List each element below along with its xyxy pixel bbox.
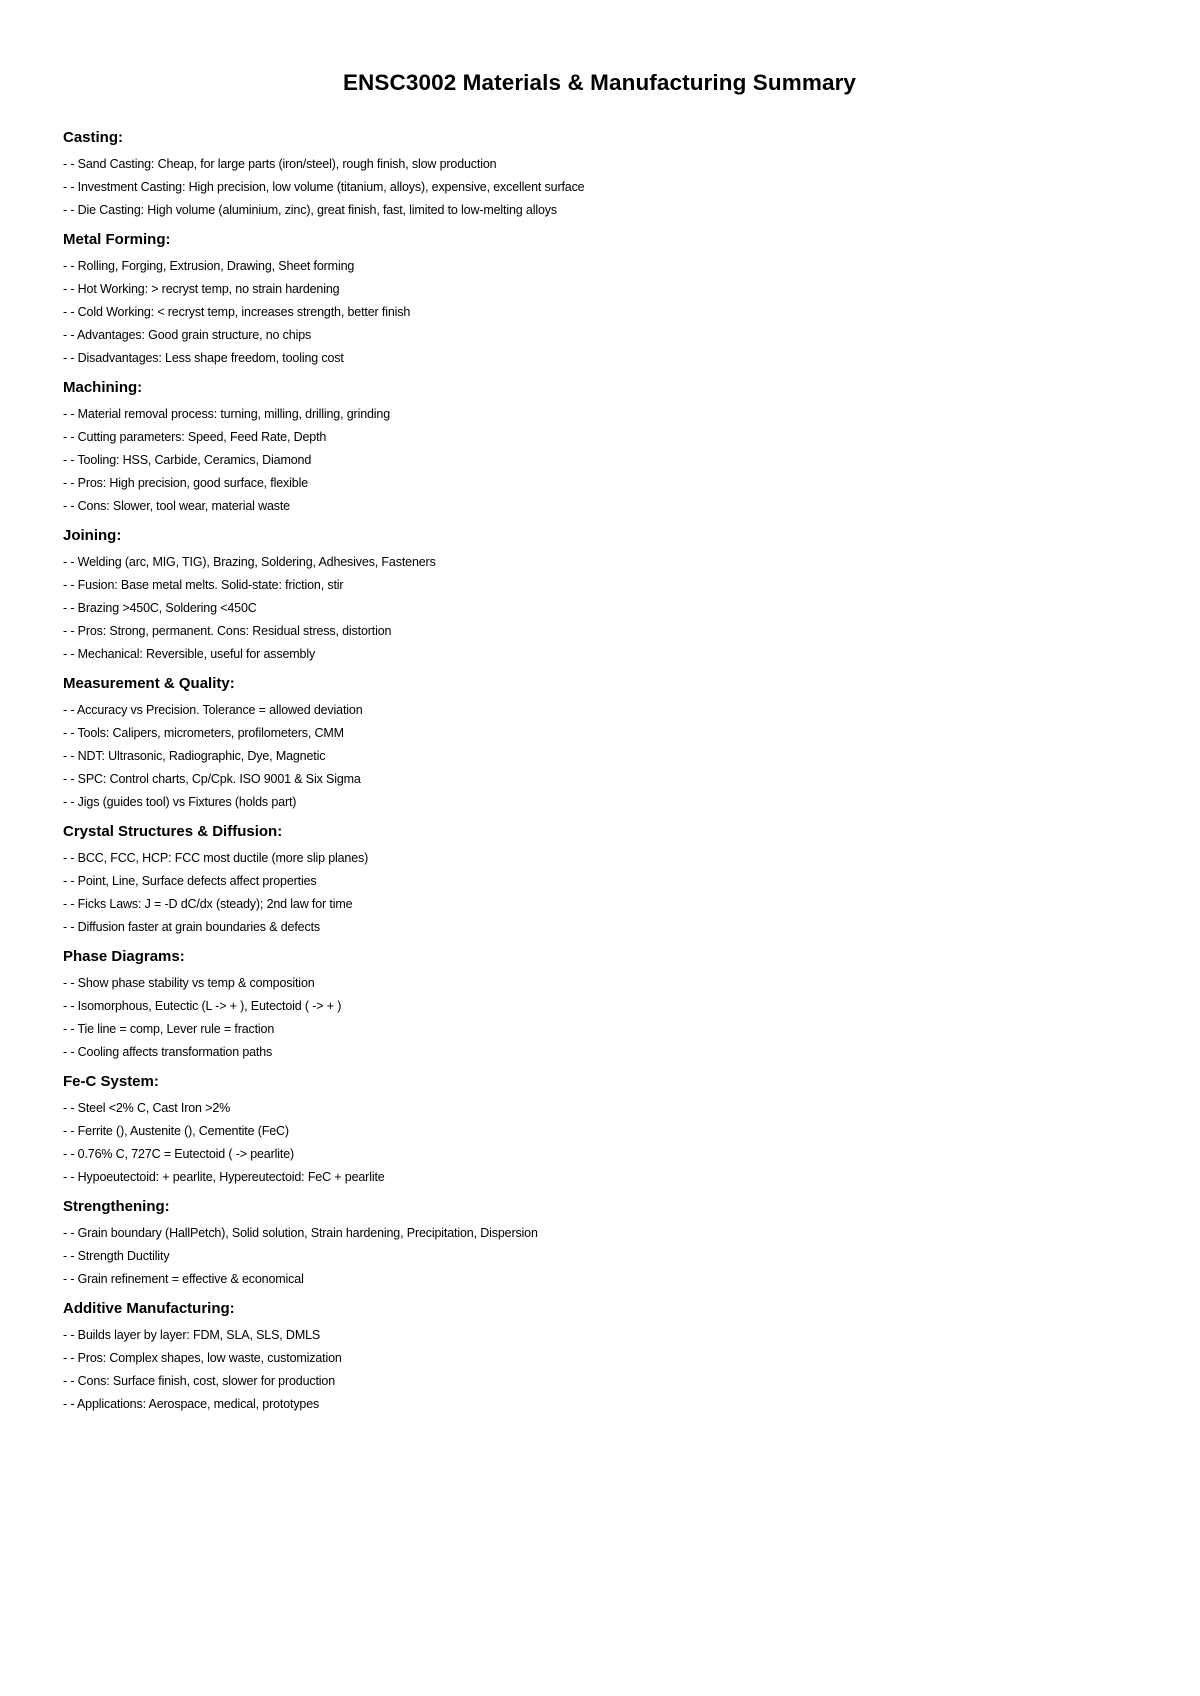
list-item: - - Pros: Complex shapes, low waste, customization <box>63 1351 342 1365</box>
section <box>63 674 1136 814</box>
section-heading: Crystal Structures & Diffusion: <box>63 823 283 840</box>
list-item: - - Strength Ductility <box>63 1249 170 1263</box>
section <box>63 1072 1136 1189</box>
list-item: - - Ferrite (), Austenite (), Cementite (FeC) <box>63 1124 289 1138</box>
list-item: - - Jigs (guides tool) vs Fixtures (holds part) <box>63 795 297 809</box>
list-item: - - Welding (arc, MIG, TIG), Brazing, Soldering, Adhesives, Fasteners <box>63 555 436 569</box>
list-item: - - Advantages: Good grain structure, no chips <box>63 328 312 342</box>
list-item: - - Builds layer by layer: FDM, SLA, SLS, DMLS <box>63 1328 321 1342</box>
section-heading: Fe-C System: <box>63 1073 159 1090</box>
section-item-list <box>63 847 1136 939</box>
section-heading: Casting: <box>63 129 123 146</box>
section-item-list <box>63 1324 1136 1416</box>
section-heading: Metal Forming: <box>63 231 171 248</box>
list-item: - - Show phase stability vs temp & composition <box>63 976 315 990</box>
section-heading: Additive Manufacturing: <box>63 1300 235 1317</box>
section-item-list <box>63 255 1136 370</box>
list-item: - - Tools: Calipers, micrometers, profilometers, CMM <box>63 726 344 740</box>
section-heading: Strengthening: <box>63 1198 170 1215</box>
list-item: - - Rolling, Forging, Extrusion, Drawing, Sheet forming <box>63 259 355 273</box>
list-item: - - Applications: Aerospace, medical, prototypes <box>63 1397 320 1411</box>
document-title: ENSC3002 Materials & Manufacturing Summary <box>342 70 857 95</box>
list-item: - - 0.76% C, 727C = Eutectoid ( -> pearlite) <box>63 1147 295 1161</box>
list-item: - - Grain boundary (HallPetch), Solid solution, Strain hardening, Precipitation, Dispersion <box>63 1226 538 1240</box>
section-item-list <box>63 699 1136 814</box>
list-item: - - SPC: Control charts, Cp/Cpk. ISO 9001 & Six Sigma <box>63 772 361 786</box>
section-item-list <box>63 551 1136 666</box>
list-item: - - Investment Casting: High precision, low volume (titanium, alloys), expensive, excellent surface <box>63 180 585 194</box>
list-item: - - Cons: Surface finish, cost, slower for production <box>63 1374 336 1388</box>
sections-container <box>63 128 1136 1416</box>
section <box>63 1197 1136 1291</box>
section <box>63 822 1136 939</box>
list-item: - - Tooling: HSS, Carbide, Ceramics, Diamond <box>63 453 312 467</box>
list-item: - - Accuracy vs Precision. Tolerance = allowed deviation <box>63 703 363 717</box>
section <box>63 128 1136 222</box>
list-item: - - Cutting parameters: Speed, Feed Rate, Depth <box>63 430 327 444</box>
list-item: - - Hypoeutectoid: + pearlite, Hypereutectoid: FeC + pearlite <box>63 1170 385 1184</box>
section <box>63 1299 1136 1416</box>
section-item-list <box>63 153 1136 222</box>
section <box>63 230 1136 370</box>
list-item: - - Mechanical: Reversible, useful for assembly <box>63 647 316 661</box>
list-item: - - Ficks Laws: J = -D dC/dx (steady); 2nd law for time <box>63 897 353 911</box>
list-item: - - Fusion: Base metal melts. Solid-state: friction, stir <box>63 578 344 592</box>
section-heading: Phase Diagrams: <box>63 948 185 965</box>
section-item-list <box>63 972 1136 1064</box>
list-item: - - Brazing >450C, Soldering <450C <box>63 601 257 615</box>
list-item: - - Diffusion faster at grain boundaries & defects <box>63 920 320 934</box>
list-item: - - Steel <2% C, Cast Iron >2% <box>63 1101 231 1115</box>
list-item: - - Material removal process: turning, milling, drilling, grinding <box>63 407 391 421</box>
list-item: - - Cooling affects transformation paths <box>63 1045 273 1059</box>
list-item: - - Cons: Slower, tool wear, material waste <box>63 499 290 513</box>
section-heading: Machining: <box>63 379 143 396</box>
list-item: - - NDT: Ultrasonic, Radiographic, Dye, Magnetic <box>63 749 326 763</box>
list-item: - - Disadvantages: Less shape freedom, tooling cost <box>63 351 344 365</box>
list-item: - - Grain refinement = effective & economical <box>63 1272 304 1286</box>
list-item: - - Hot Working: > recryst temp, no strain hardening <box>63 282 340 296</box>
section-heading: Measurement & Quality: <box>63 675 235 692</box>
section <box>63 378 1136 518</box>
section-item-list <box>63 1222 1136 1291</box>
list-item: - - Point, Line, Surface defects affect properties <box>63 874 317 888</box>
list-item: - - Isomorphous, Eutectic (L -> + ), Eutectoid ( -> + ) <box>63 999 342 1013</box>
section <box>63 526 1136 666</box>
section <box>63 947 1136 1064</box>
list-item: - - Pros: High precision, good surface, flexible <box>63 476 308 490</box>
list-item: - - Pros: Strong, permanent. Cons: Residual stress, distortion <box>63 624 392 638</box>
section-heading: Joining: <box>63 527 122 544</box>
list-item: - - Tie line = comp, Lever rule = fraction <box>63 1022 275 1036</box>
list-item: - - Die Casting: High volume (aluminium, zinc), great finish, fast, limited to low-melting alloys <box>63 203 557 217</box>
list-item: - - Cold Working: < recryst temp, increases strength, better finish <box>63 305 411 319</box>
list-item: - - BCC, FCC, HCP: FCC most ductile (more slip planes) <box>63 851 369 865</box>
list-item: - - Sand Casting: Cheap, for large parts (iron/steel), rough finish, slow production <box>63 157 497 171</box>
section-item-list <box>63 1097 1136 1189</box>
section-item-list <box>63 403 1136 518</box>
